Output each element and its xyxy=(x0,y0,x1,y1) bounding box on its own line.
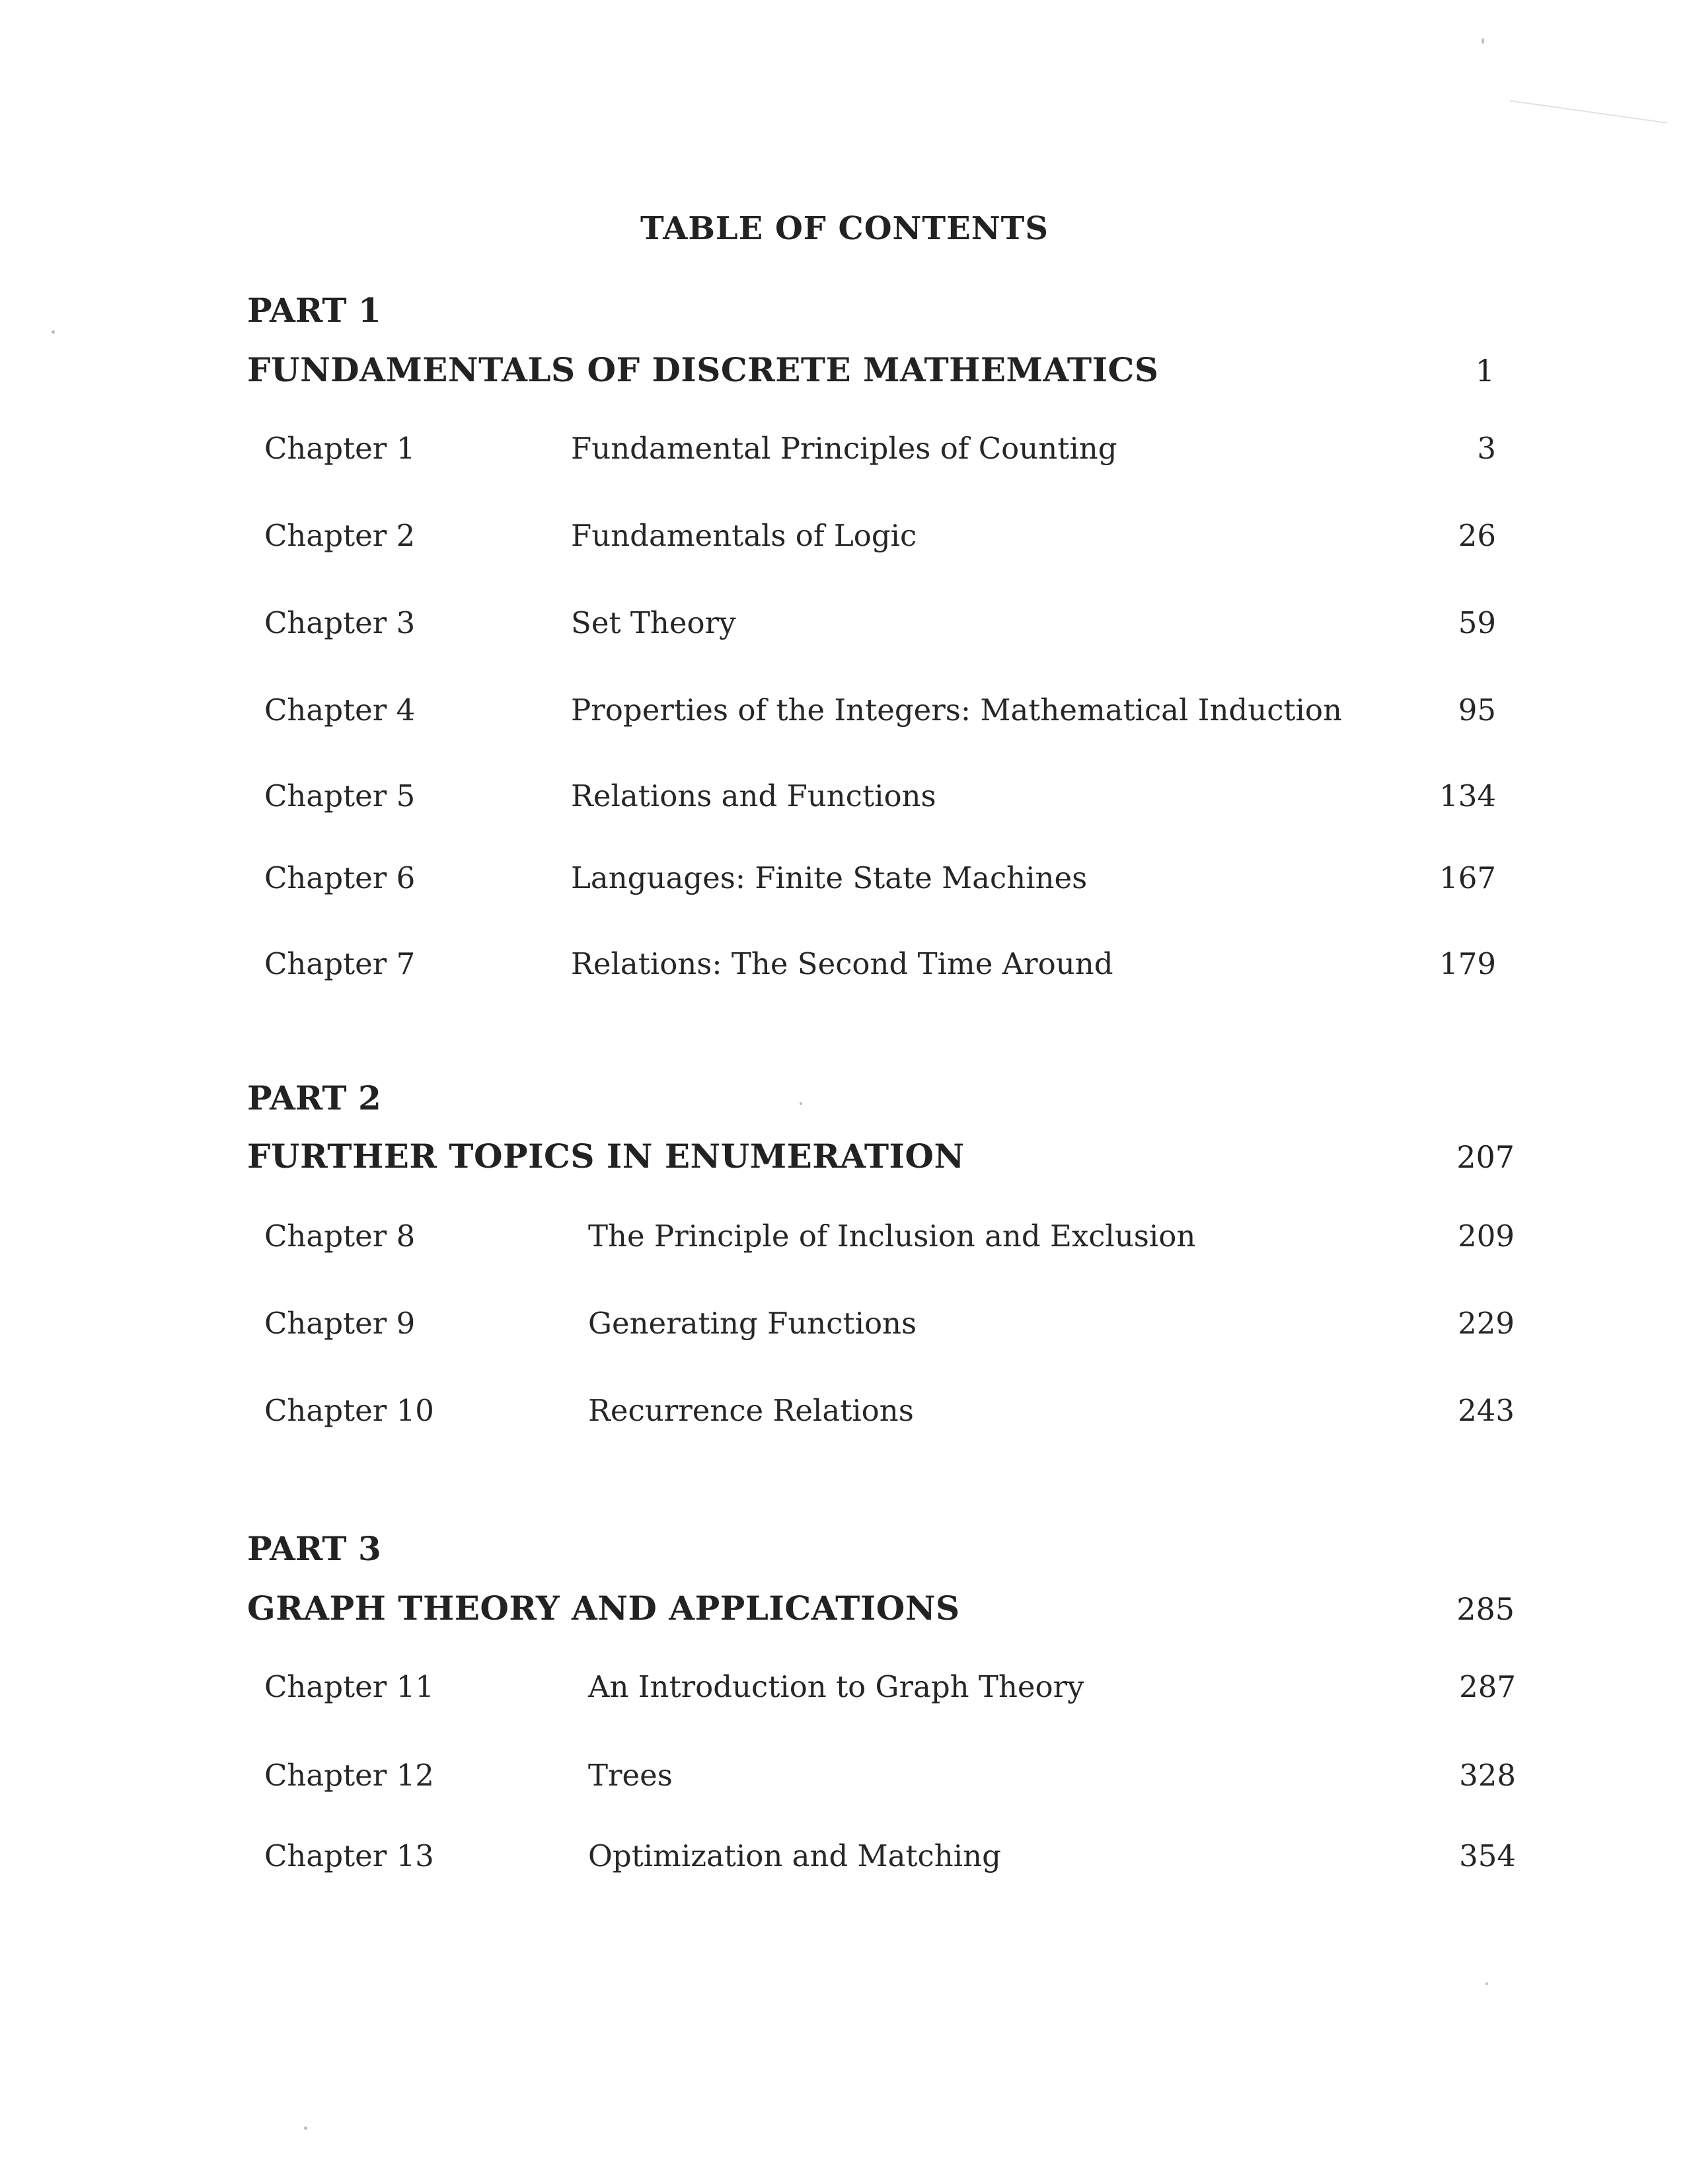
chapter-10-label: Chapter 10 xyxy=(264,1393,434,1428)
chapter-7-label: Chapter 7 xyxy=(264,946,416,981)
chapter-9-title: Generating Functions xyxy=(588,1306,917,1341)
chapter-12-page: 328 xyxy=(1459,1758,1516,1793)
chapter-3-page: 59 xyxy=(1458,605,1496,640)
chapter-13-page: 354 xyxy=(1459,1838,1516,1873)
part-2-label: PART 2 xyxy=(247,1078,381,1117)
part-1-page: 1 xyxy=(1475,353,1495,389)
chapter-9-page: 229 xyxy=(1458,1306,1515,1341)
chapter-13-label: Chapter 13 xyxy=(264,1838,434,1873)
part-3-page: 285 xyxy=(1456,1591,1515,1627)
chapter-10-title: Recurrence Relations xyxy=(588,1393,914,1428)
chapter-1-label: Chapter 1 xyxy=(264,431,416,466)
chapter-5-title: Relations and Functions xyxy=(571,778,936,813)
chapter-1-title: Fundamental Principles of Counting xyxy=(571,431,1117,466)
chapter-7-title: Relations: The Second Time Around xyxy=(571,946,1113,981)
chapter-9-label: Chapter 9 xyxy=(264,1306,416,1341)
chapter-4-page: 95 xyxy=(1458,693,1496,728)
part-2-page: 207 xyxy=(1456,1139,1515,1175)
chapter-10-page: 243 xyxy=(1458,1393,1515,1428)
scan-speck xyxy=(1482,38,1484,44)
scan-speck xyxy=(304,2127,307,2130)
chapter-8-label: Chapter 8 xyxy=(264,1219,416,1254)
chapter-4-title: Properties of the Integers: Mathematical Induction xyxy=(571,693,1342,728)
chapter-13-title: Optimization and Matching xyxy=(588,1838,1001,1873)
chapter-8-title: The Principle of Inclusion and Exclusion xyxy=(588,1219,1196,1254)
chapter-5-page: 134 xyxy=(1439,778,1496,813)
chapter-11-label: Chapter 11 xyxy=(264,1669,434,1704)
chapter-5-label: Chapter 5 xyxy=(264,778,416,813)
scan-speck xyxy=(1485,1982,1488,1985)
chapter-3-label: Chapter 3 xyxy=(264,605,416,640)
chapter-1-page: 3 xyxy=(1477,431,1496,466)
chapter-8-page: 209 xyxy=(1458,1219,1515,1254)
chapter-12-title: Trees xyxy=(588,1758,673,1793)
scan-speck xyxy=(52,330,55,334)
chapter-11-title: An Introduction to Graph Theory xyxy=(588,1669,1084,1704)
part-2-heading: FURTHER TOPICS IN ENUMERATION xyxy=(247,1137,965,1176)
chapter-6-label: Chapter 6 xyxy=(264,860,416,895)
page-title: TABLE OF CONTENTS xyxy=(640,210,1049,247)
part-1-label: PART 1 xyxy=(247,291,381,330)
chapter-7-page: 179 xyxy=(1439,946,1496,981)
chapter-2-title: Fundamentals of Logic xyxy=(571,518,917,553)
part-3-label: PART 3 xyxy=(247,1529,381,1568)
chapter-11-page: 287 xyxy=(1459,1669,1516,1704)
scan-edge-mark xyxy=(1505,100,1667,163)
part-1-heading: FUNDAMENTALS OF DISCRETE MATHEMATICS xyxy=(247,350,1159,389)
chapter-12-label: Chapter 12 xyxy=(264,1758,434,1793)
chapter-2-label: Chapter 2 xyxy=(264,518,416,553)
scan-speck xyxy=(800,1102,802,1105)
chapter-2-page: 26 xyxy=(1458,518,1496,553)
chapter-4-label: Chapter 4 xyxy=(264,693,416,728)
chapter-6-title: Languages: Finite State Machines xyxy=(571,860,1088,895)
chapter-3-title: Set Theory xyxy=(571,605,736,640)
part-3-heading: GRAPH THEORY AND APPLICATIONS xyxy=(247,1589,960,1628)
chapter-6-page: 167 xyxy=(1439,860,1496,895)
